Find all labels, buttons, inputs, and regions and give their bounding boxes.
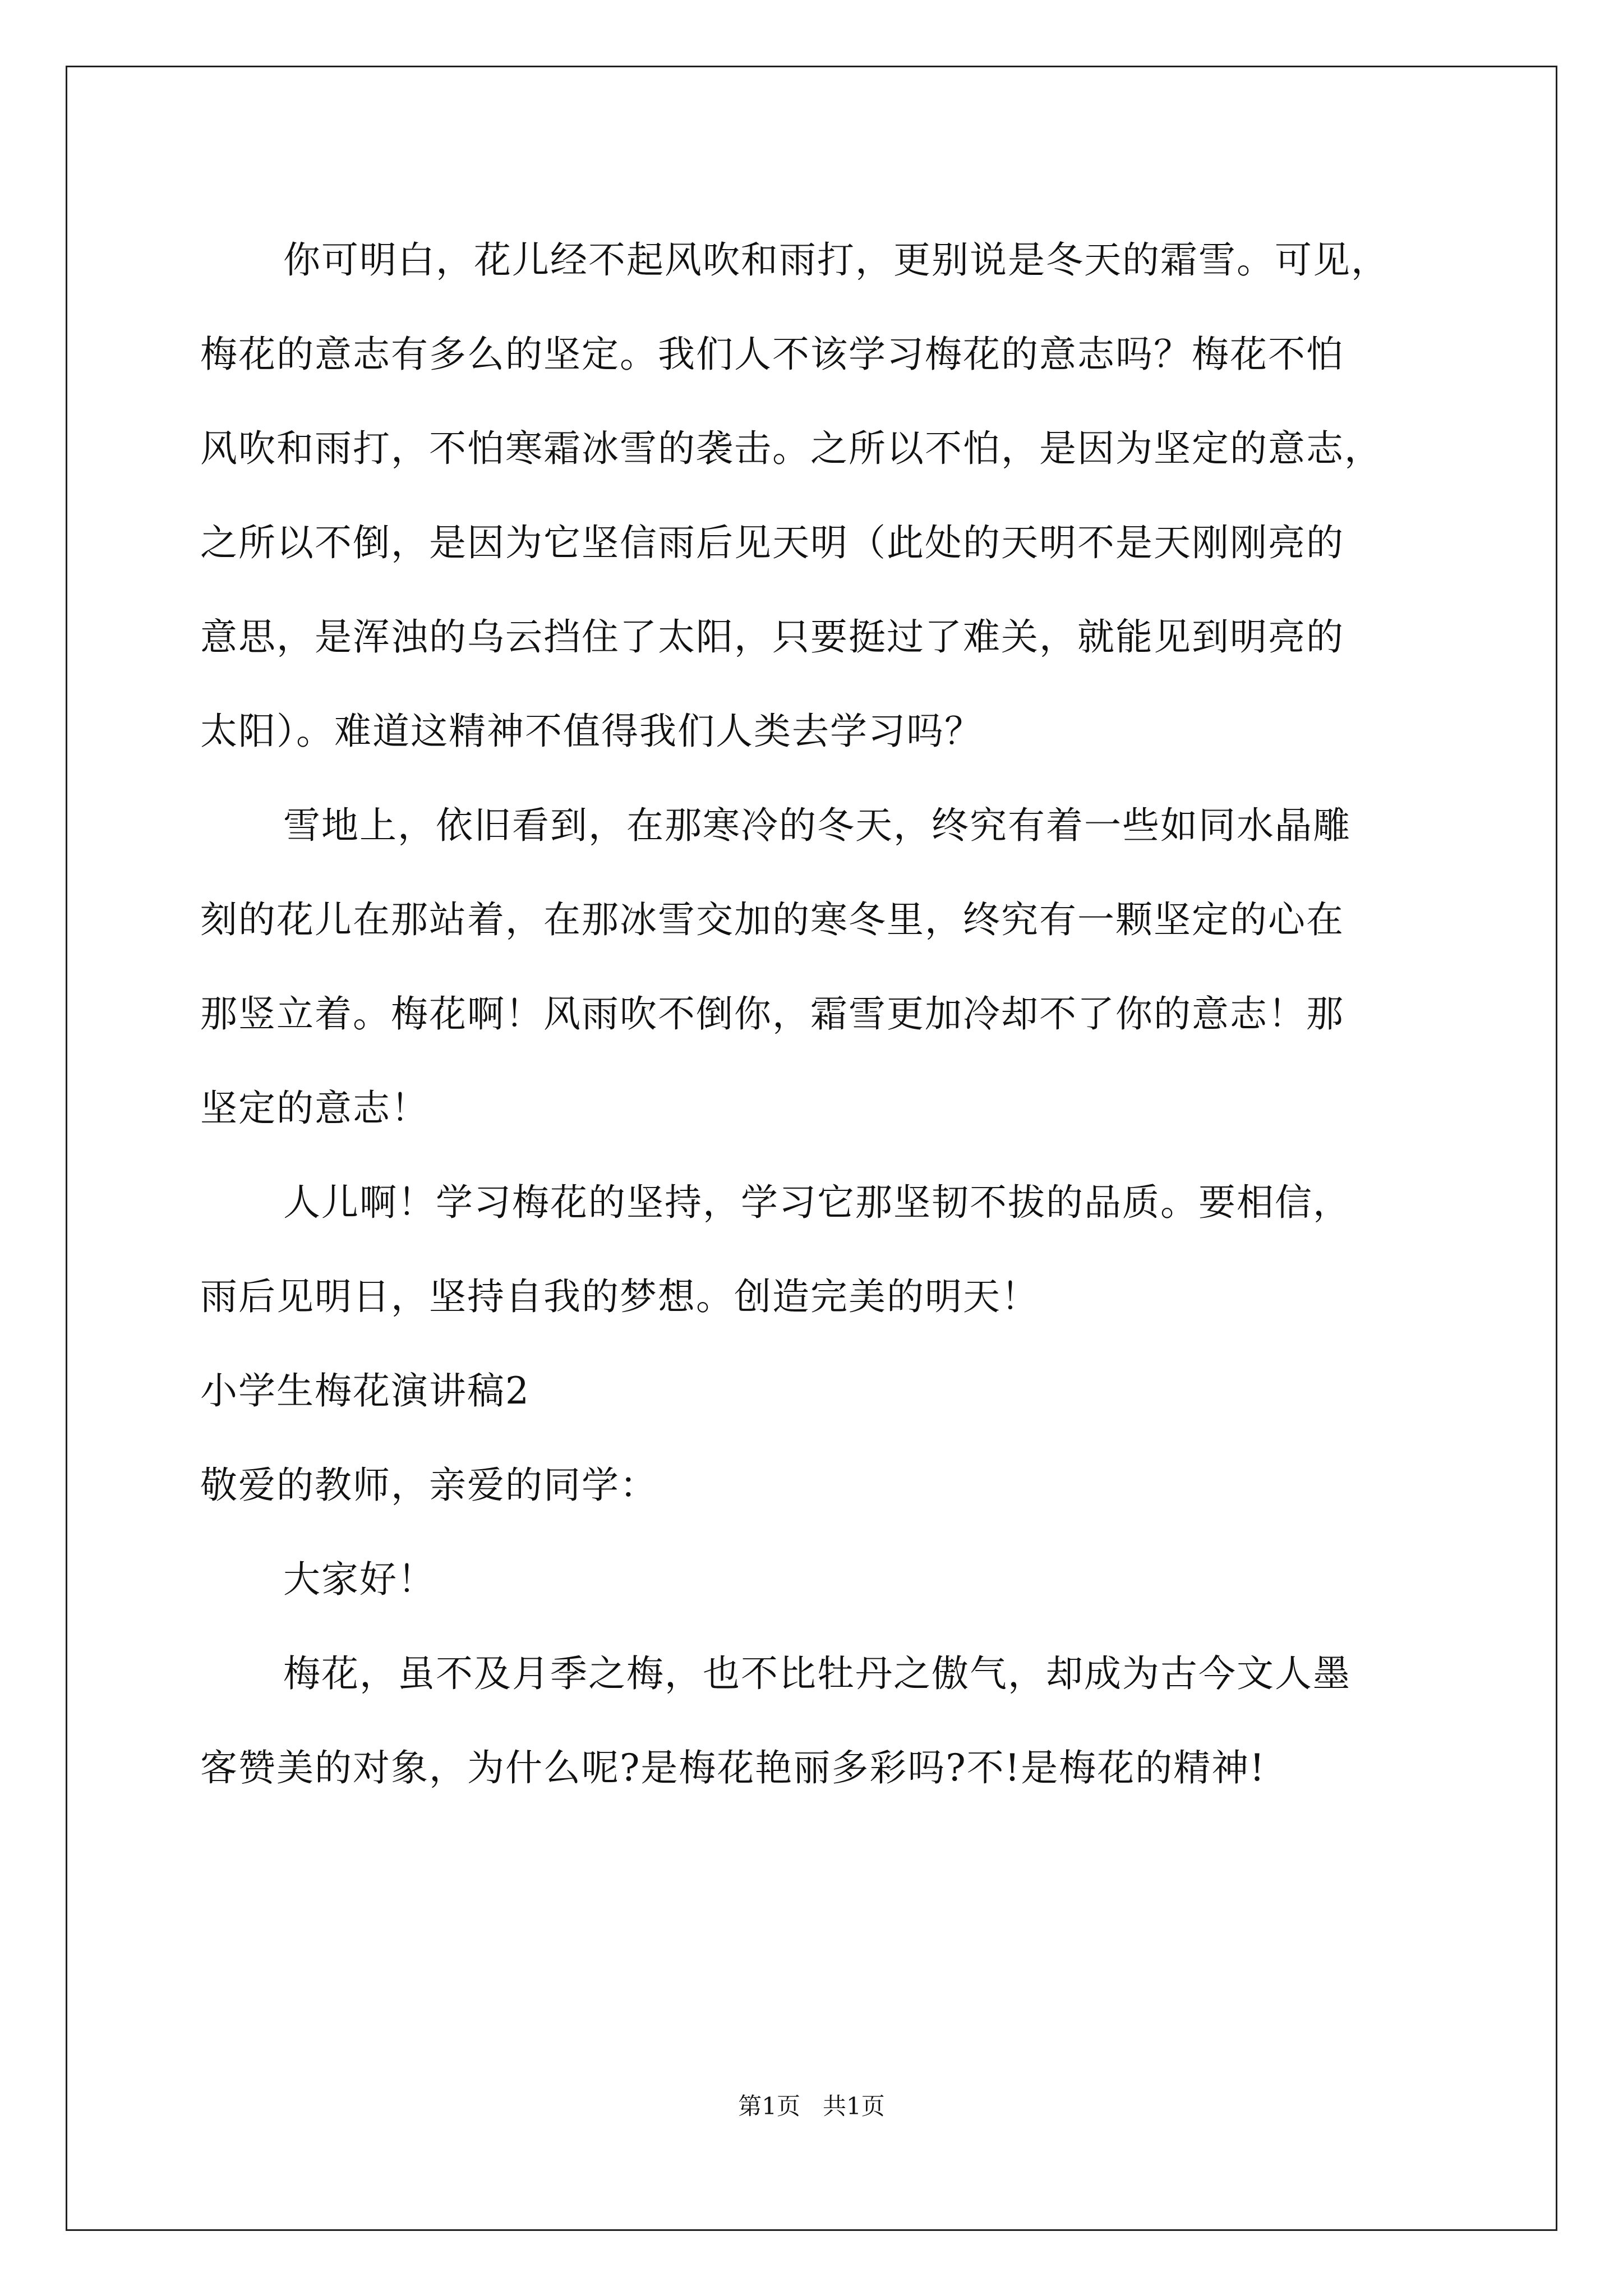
salutation: 敬爱的教师，亲爱的同学： <box>200 1464 658 1507</box>
text-line: 刻的花儿在那站着，在那冰雪交加的寒冬里，终究有一颗坚定的心在 <box>200 898 1344 941</box>
greeting: 大家好！ <box>283 1558 436 1601</box>
text-line: 雨后见明日，坚持自我的梦想。创造完美的明天！ <box>200 1275 1039 1318</box>
text-line: 客赞美的对象，为什么呢?是梅花艳丽多彩吗?不!是梅花的精神! <box>200 1746 1266 1789</box>
text-line: 雪地上，依旧看到，在那寒冷的冬天，终究有着一些如同水晶雕 <box>283 804 1351 847</box>
text-line: 坚定的意志！ <box>200 1087 429 1130</box>
text-line: 太阳）。难道这精神不值得我们人类去学习吗？ <box>200 710 983 753</box>
text-line: 你可明白，花儿经不起风吹和雨打，更别说是冬天的霜雪。可见， <box>283 238 1389 282</box>
text-line: 那竖立着。梅花啊！风雨吹不倒你，霜雪更加冷却不了你的意志！那 <box>200 992 1344 1036</box>
text-line: 梅花，虽不及月季之梅，也不比牡丹之傲气，却成为古今文人墨 <box>283 1652 1351 1695</box>
section-title: 小学生梅花演讲稿2 <box>200 1369 530 1412</box>
text-line: 意思，是浑浊的乌云挡住了太阳，只要挺过了难关，就能见到明亮的 <box>200 615 1344 659</box>
text-line: 之所以不倒，是因为它坚信雨后见天明（此处的天明不是天刚刚亮的 <box>200 521 1344 564</box>
text-line: 人儿啊！学习梅花的坚持，学习它那坚韧不拔的品质。要相信， <box>283 1181 1351 1224</box>
text-line: 风吹和雨打，不怕寒霜冰雪的袭击。之所以不怕，是因为坚定的意志， <box>200 427 1382 470</box>
document-body <box>200 213 1434 1815</box>
text-line: 梅花的意志有多么的坚定。我们人不该学习梅花的意志吗？梅花不怕 <box>200 333 1344 376</box>
page-number-footer: 第1页 共1页 <box>738 2092 885 2120</box>
